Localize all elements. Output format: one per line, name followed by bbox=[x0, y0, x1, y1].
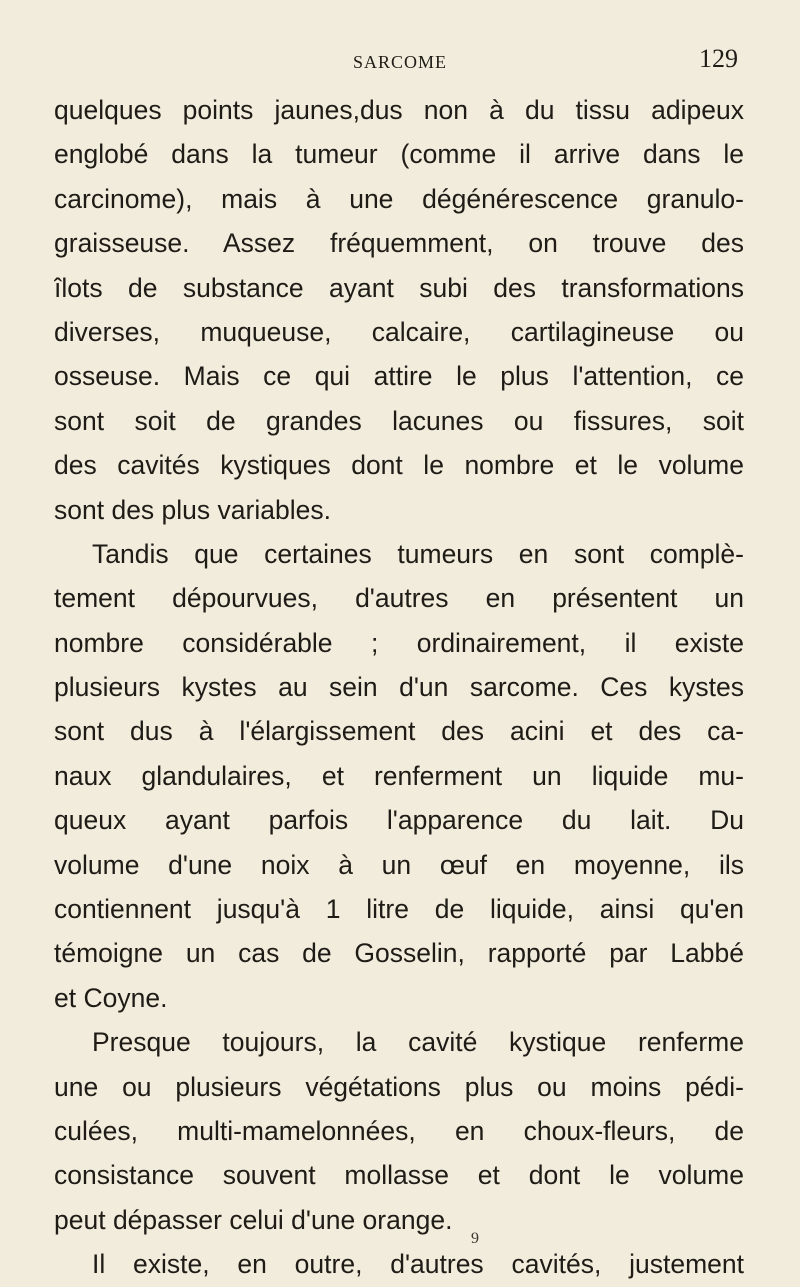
paragraph-start-line: Tandis que certaines tumeurs en sont complè- bbox=[92, 538, 744, 569]
text-line: tement dépourvues, d'autres en présentent un bbox=[54, 583, 744, 614]
running-title: SARCOME bbox=[352, 52, 448, 72]
paragraph-start-line: Presque toujours, la cavité kystique renferme bbox=[92, 1027, 744, 1058]
text-line: des cavités kystiques dont le nombre et le volume bbox=[54, 450, 744, 481]
text-line: culées, multi-mamelonnées, en choux-fleurs, de bbox=[54, 1115, 744, 1146]
paragraph-end-line: sont des plus variables. bbox=[54, 494, 331, 525]
text-line: graisseuse. Assez fréquemment, on trouve des bbox=[54, 228, 744, 259]
text-line: quelques points jaunes,dus non à du tissu adipeux bbox=[54, 95, 744, 125]
text-line: contiennent jusqu'à 1 litre de liquide, ainsi qu'en bbox=[54, 894, 744, 925]
paragraph-start-line: Il existe, en outre, d'autres cavités, justement bbox=[92, 1249, 744, 1280]
text-line: diverses, muqueuse, calcaire, cartilagineuse ou bbox=[54, 316, 744, 347]
text-line: naux glandulaires, et renferment un liquide mu- bbox=[54, 760, 744, 791]
text-line: carcinome), mais à une dégénérescence granulo- bbox=[54, 183, 744, 214]
text-line: englobé dans la tumeur (comme il arrive dans le bbox=[54, 139, 744, 170]
text-line: une ou plusieurs végétations plus ou moins pédi- bbox=[54, 1071, 744, 1102]
text-line: osseuse. Mais ce qui attire le plus l'attention, ce bbox=[54, 361, 744, 392]
paragraph-end-line: et Coyne. bbox=[54, 982, 168, 1013]
text-line: nombre considérable ; ordinairement, il existe bbox=[54, 627, 744, 658]
text-line: volume d'une noix à un œuf en moyenne, ils bbox=[54, 849, 744, 880]
text-line: témoigne un cas de Gosselin, rapporté par Labbé bbox=[54, 938, 744, 969]
text-line: îlots de substance ayant subi des transformations bbox=[54, 272, 744, 303]
text-line: consistance souvent mollasse et dont le volume bbox=[54, 1160, 744, 1191]
text-line: sont soit de grandes lacunes ou fissures, soit bbox=[54, 405, 744, 436]
body-text bbox=[54, 88, 744, 1287]
paragraph-end-line: peut dépasser celui d'une orange. bbox=[54, 1204, 453, 1235]
text-line: plusieurs kystes au sein d'un sarcome. Ces kystes bbox=[54, 672, 744, 703]
page-number: 129 bbox=[699, 44, 738, 73]
text-line: sont dus à l'élargissement des acini et des ca- bbox=[54, 716, 744, 747]
text-line: queux ayant parfois l'apparence du lait. Du bbox=[54, 805, 744, 836]
signature-mark: 9 bbox=[471, 1230, 479, 1247]
